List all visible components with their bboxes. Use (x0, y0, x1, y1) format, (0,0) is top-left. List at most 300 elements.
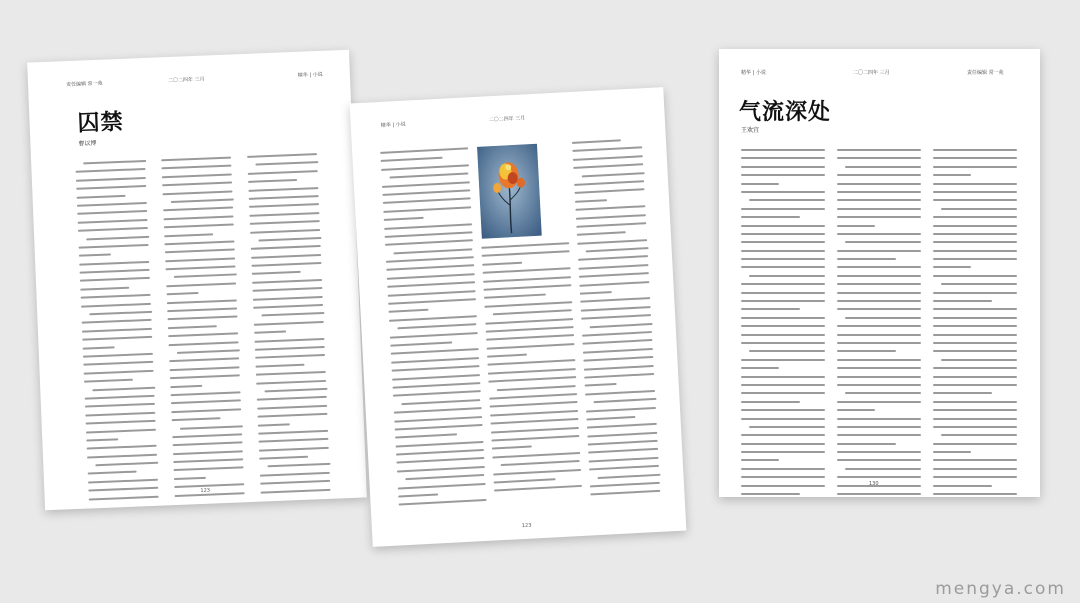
text-line (837, 418, 921, 420)
text-line (162, 190, 232, 195)
text-line (941, 208, 1017, 210)
text-line (487, 360, 575, 367)
text-line (741, 451, 825, 453)
text-line (933, 300, 992, 302)
text-line (837, 325, 921, 327)
text-line (83, 346, 115, 349)
text-line (395, 424, 483, 431)
page-number: 123 (521, 522, 532, 530)
text-line (741, 359, 825, 361)
text-line (837, 451, 921, 453)
text-column-1 (75, 160, 159, 507)
text-line (163, 207, 233, 212)
text-line (837, 266, 921, 268)
text-line (492, 452, 580, 459)
text-line (837, 342, 921, 344)
text-line (253, 296, 323, 301)
text-line (837, 208, 921, 210)
text-line (586, 406, 656, 412)
text-line (83, 361, 153, 366)
text-line (255, 354, 325, 359)
text-line (161, 157, 231, 162)
text-line (168, 316, 238, 321)
text-line (837, 409, 875, 411)
magazine-page-middle (350, 87, 687, 547)
text-line (837, 149, 921, 151)
text-line (741, 258, 825, 260)
text-line (837, 191, 921, 193)
text-line (390, 332, 478, 339)
text-line (481, 242, 569, 249)
text-line (837, 443, 896, 445)
text-line (933, 183, 1017, 185)
text-line (386, 265, 474, 272)
text-line (933, 350, 1017, 352)
text-line (258, 237, 321, 242)
text-line (487, 354, 527, 358)
text-line (172, 433, 242, 438)
text-line (845, 241, 921, 243)
text-line (165, 249, 235, 254)
text-line (582, 331, 652, 337)
text-line (837, 292, 921, 294)
text-line (484, 301, 572, 308)
page-header-left: 责任编辑 常一苑 (65, 80, 103, 89)
article-author: 王欢宜 (741, 127, 760, 134)
text-line (582, 339, 652, 345)
text-line (486, 334, 574, 341)
page-header-right: 责任编辑 常一苑 (967, 70, 1004, 76)
text-line (941, 434, 1017, 436)
text-line (389, 309, 429, 313)
text-line (578, 264, 648, 270)
article-author: 曹以博 (78, 139, 97, 148)
text-line (384, 217, 424, 221)
text-line (488, 368, 576, 375)
text-line (252, 271, 301, 275)
text-line (933, 266, 971, 268)
text-line (597, 473, 660, 478)
text-line (382, 189, 470, 196)
text-line (166, 282, 236, 287)
text-column-3 (572, 138, 661, 502)
text-line (594, 398, 657, 403)
text-line (165, 257, 235, 262)
text-line (82, 336, 152, 341)
text-line (933, 401, 1017, 403)
text-line (741, 225, 825, 227)
text-line (741, 266, 825, 268)
text-line (741, 443, 825, 445)
text-line (483, 284, 571, 291)
text-line (396, 441, 484, 448)
text-line (580, 291, 612, 295)
watermark-text: mengya.com (935, 579, 1066, 599)
text-line (162, 173, 232, 178)
text-line (749, 350, 825, 352)
text-line (590, 482, 660, 488)
text-line (837, 367, 921, 369)
text-line (168, 325, 217, 329)
text-line (86, 428, 156, 433)
text-line (85, 412, 155, 417)
text-line (837, 216, 921, 218)
text-line (933, 157, 1017, 159)
text-line (261, 312, 324, 317)
text-line (257, 405, 327, 410)
text-line (837, 350, 896, 352)
illustration-image (477, 144, 542, 239)
text-line (933, 468, 1017, 470)
text-line (395, 434, 457, 439)
text-line (482, 251, 570, 258)
text-line (741, 342, 825, 344)
text-line (264, 388, 327, 393)
text-line (173, 458, 243, 463)
text-column-2 (161, 157, 245, 504)
text-line (88, 479, 158, 484)
text-line (393, 390, 481, 397)
text-line (741, 334, 825, 336)
text-line (741, 418, 825, 420)
text-line (933, 418, 1017, 420)
text-line (741, 376, 825, 378)
text-line (494, 478, 556, 483)
text-line (575, 189, 645, 195)
text-line (741, 157, 825, 159)
page-header-center: 二〇二四年 三月 (167, 76, 205, 85)
text-line (837, 308, 921, 310)
page-header-center: 二〇二四年 三月 (488, 115, 526, 124)
text-line (385, 240, 473, 247)
text-line (845, 392, 921, 394)
text-line (741, 392, 825, 394)
text-line (933, 392, 992, 394)
text-line (584, 365, 654, 371)
text-line (581, 306, 651, 312)
text-line (249, 212, 319, 217)
text-line (392, 382, 480, 389)
text-line (86, 438, 118, 441)
text-line (741, 434, 825, 436)
text-line (741, 367, 779, 369)
text-line (933, 334, 1017, 336)
text-line (252, 279, 322, 284)
text-line (393, 248, 472, 254)
text-line (837, 258, 896, 260)
text-line (254, 331, 286, 334)
text-line (933, 384, 1017, 386)
text-line (933, 241, 1017, 243)
text-line (933, 250, 1017, 252)
text-line (933, 225, 1017, 227)
text-line (167, 292, 199, 295)
text-line (741, 308, 800, 310)
page-header-left: 精华 | 小说 (380, 121, 406, 129)
text-line (249, 195, 319, 200)
text-line (76, 168, 146, 173)
text-line (77, 194, 126, 198)
text-line (388, 298, 476, 305)
text-line (590, 323, 653, 328)
text-line (258, 430, 328, 435)
text-line (845, 317, 921, 319)
text-line (166, 266, 236, 271)
text-line (392, 374, 480, 381)
text-line (171, 391, 241, 396)
text-line (837, 199, 921, 201)
text-line (169, 341, 239, 346)
text-line (490, 418, 578, 425)
text-line (933, 342, 1017, 344)
text-line (488, 376, 576, 383)
text-line (171, 198, 234, 203)
text-line (741, 183, 779, 185)
text-line (391, 348, 479, 355)
text-line (257, 413, 327, 418)
text-line (491, 427, 579, 434)
text-line (256, 379, 326, 384)
text-line (845, 166, 921, 168)
text-line (741, 166, 825, 168)
text-line (79, 261, 149, 266)
text-line (164, 224, 234, 229)
text-line (577, 239, 647, 245)
text-line (501, 460, 580, 466)
text-line (583, 348, 653, 354)
text-line (933, 174, 971, 176)
page-number: 130 (869, 481, 879, 487)
text-line (583, 356, 653, 362)
text-line (579, 272, 649, 278)
text-line (76, 177, 146, 182)
text-line (741, 468, 825, 470)
text-line (397, 323, 476, 329)
text-line (933, 476, 1017, 478)
text-line (383, 198, 471, 205)
text-line (741, 476, 825, 478)
text-line (174, 477, 206, 480)
text-line (741, 485, 825, 487)
text-line (381, 157, 443, 162)
text-line (741, 233, 825, 235)
text-line (741, 208, 825, 210)
text-line (578, 256, 648, 262)
text-line (248, 179, 297, 183)
text-line (255, 346, 325, 351)
text-line (484, 294, 546, 299)
text-line (586, 416, 635, 421)
text-line (576, 222, 646, 228)
text-line (174, 467, 244, 472)
text-line (252, 287, 322, 292)
text-line (387, 281, 475, 288)
text-line (168, 333, 238, 338)
text-line (837, 376, 921, 378)
text-line (837, 359, 921, 361)
text-line (575, 199, 607, 203)
text-line (164, 233, 213, 237)
text-line (483, 276, 571, 283)
text-line (933, 191, 1017, 193)
text-line (268, 463, 331, 468)
text-line (586, 247, 649, 252)
text-line (590, 490, 660, 496)
text-line (261, 488, 331, 493)
text-line (933, 376, 1017, 378)
text-line (490, 410, 578, 417)
text-line (933, 409, 1017, 411)
text-line (741, 409, 825, 411)
text-line (933, 166, 1017, 168)
text-line (396, 457, 484, 464)
text-line (933, 451, 971, 453)
text-line (398, 483, 486, 490)
page-number: 123 (200, 487, 211, 495)
text-line (255, 364, 304, 368)
text-line (585, 390, 655, 396)
text-line (173, 442, 243, 447)
text-line (573, 155, 643, 161)
text-line (582, 172, 645, 177)
text-line (87, 445, 157, 450)
text-line (933, 308, 1017, 310)
text-line (254, 338, 324, 343)
text-line (933, 367, 1017, 369)
page-header-right: 精华 | 小说 (297, 71, 323, 79)
text-line (164, 240, 234, 245)
text-line (86, 235, 149, 240)
text-column-3 (247, 153, 331, 500)
text-line (933, 216, 1017, 218)
text-line (497, 385, 576, 391)
text-line (170, 375, 240, 380)
text-line (382, 181, 470, 188)
text-line (170, 366, 240, 371)
text-line (82, 319, 152, 324)
text-line (837, 434, 921, 436)
text-line (83, 160, 146, 165)
text-line (80, 287, 129, 291)
text-line (933, 275, 1017, 277)
text-line (589, 465, 659, 471)
text-line (167, 299, 237, 304)
text-line (482, 262, 522, 266)
text-line (587, 432, 657, 438)
text-line (580, 297, 650, 303)
text-line (741, 459, 779, 461)
text-line (250, 229, 320, 234)
text-line (490, 401, 578, 408)
text-line (389, 315, 477, 322)
text-line (493, 309, 572, 315)
text-line (249, 203, 319, 208)
text-line (180, 425, 243, 430)
text-line (485, 318, 573, 325)
text-line (257, 396, 327, 401)
text-line (749, 199, 825, 201)
text-line (260, 472, 330, 477)
text-line (394, 407, 482, 414)
text-line (837, 174, 921, 176)
text-line (941, 359, 1017, 361)
text-line (162, 182, 232, 187)
text-line (82, 328, 152, 333)
text-line (80, 269, 150, 274)
text-line (493, 468, 581, 475)
text-line (76, 185, 146, 190)
text-line (584, 373, 654, 379)
text-line (161, 165, 231, 170)
page-header-center: 二〇二四年 三月 (853, 70, 890, 76)
text-line (398, 493, 438, 497)
text-line (933, 443, 1017, 445)
text-line (83, 353, 153, 358)
text-line (78, 227, 148, 232)
text-line (399, 499, 487, 506)
text-column-1 (741, 149, 825, 497)
text-line (174, 274, 237, 279)
text-line (385, 231, 473, 238)
text-line (933, 317, 1017, 319)
text-line (741, 149, 825, 151)
text-line (258, 423, 290, 426)
text-line (588, 440, 658, 446)
text-line (255, 161, 318, 166)
text-line (254, 321, 324, 326)
text-line (171, 400, 241, 405)
text-line (588, 448, 658, 454)
text-line (92, 386, 155, 391)
text-line (390, 341, 452, 346)
text-line (933, 485, 992, 487)
text-line (933, 292, 1017, 294)
text-line (259, 456, 308, 460)
text-line (169, 358, 239, 363)
text-line (741, 283, 825, 285)
text-line (77, 202, 147, 207)
text-line (837, 157, 921, 159)
text-line (577, 232, 626, 237)
text-line (741, 317, 825, 319)
text-line (247, 153, 317, 158)
text-line (89, 311, 152, 316)
text-line (837, 459, 921, 461)
text-line (88, 471, 137, 475)
text-line (405, 474, 484, 480)
text-line (397, 466, 485, 473)
text-line (573, 163, 643, 169)
text-line (587, 423, 657, 429)
text-line (749, 275, 825, 277)
text-line (933, 199, 1017, 201)
text-column-3 (933, 149, 1017, 497)
text-line (259, 438, 329, 443)
text-line (253, 304, 323, 309)
text-line (88, 487, 158, 492)
text-line (172, 417, 221, 421)
text-line (401, 399, 480, 405)
text-line (396, 449, 484, 456)
text-line (741, 300, 825, 302)
text-line (394, 416, 482, 423)
text-line (489, 393, 577, 400)
text-line (933, 258, 1017, 260)
text-line (81, 303, 151, 308)
text-line (572, 147, 642, 153)
text-line (79, 244, 149, 249)
text-line (387, 273, 475, 280)
